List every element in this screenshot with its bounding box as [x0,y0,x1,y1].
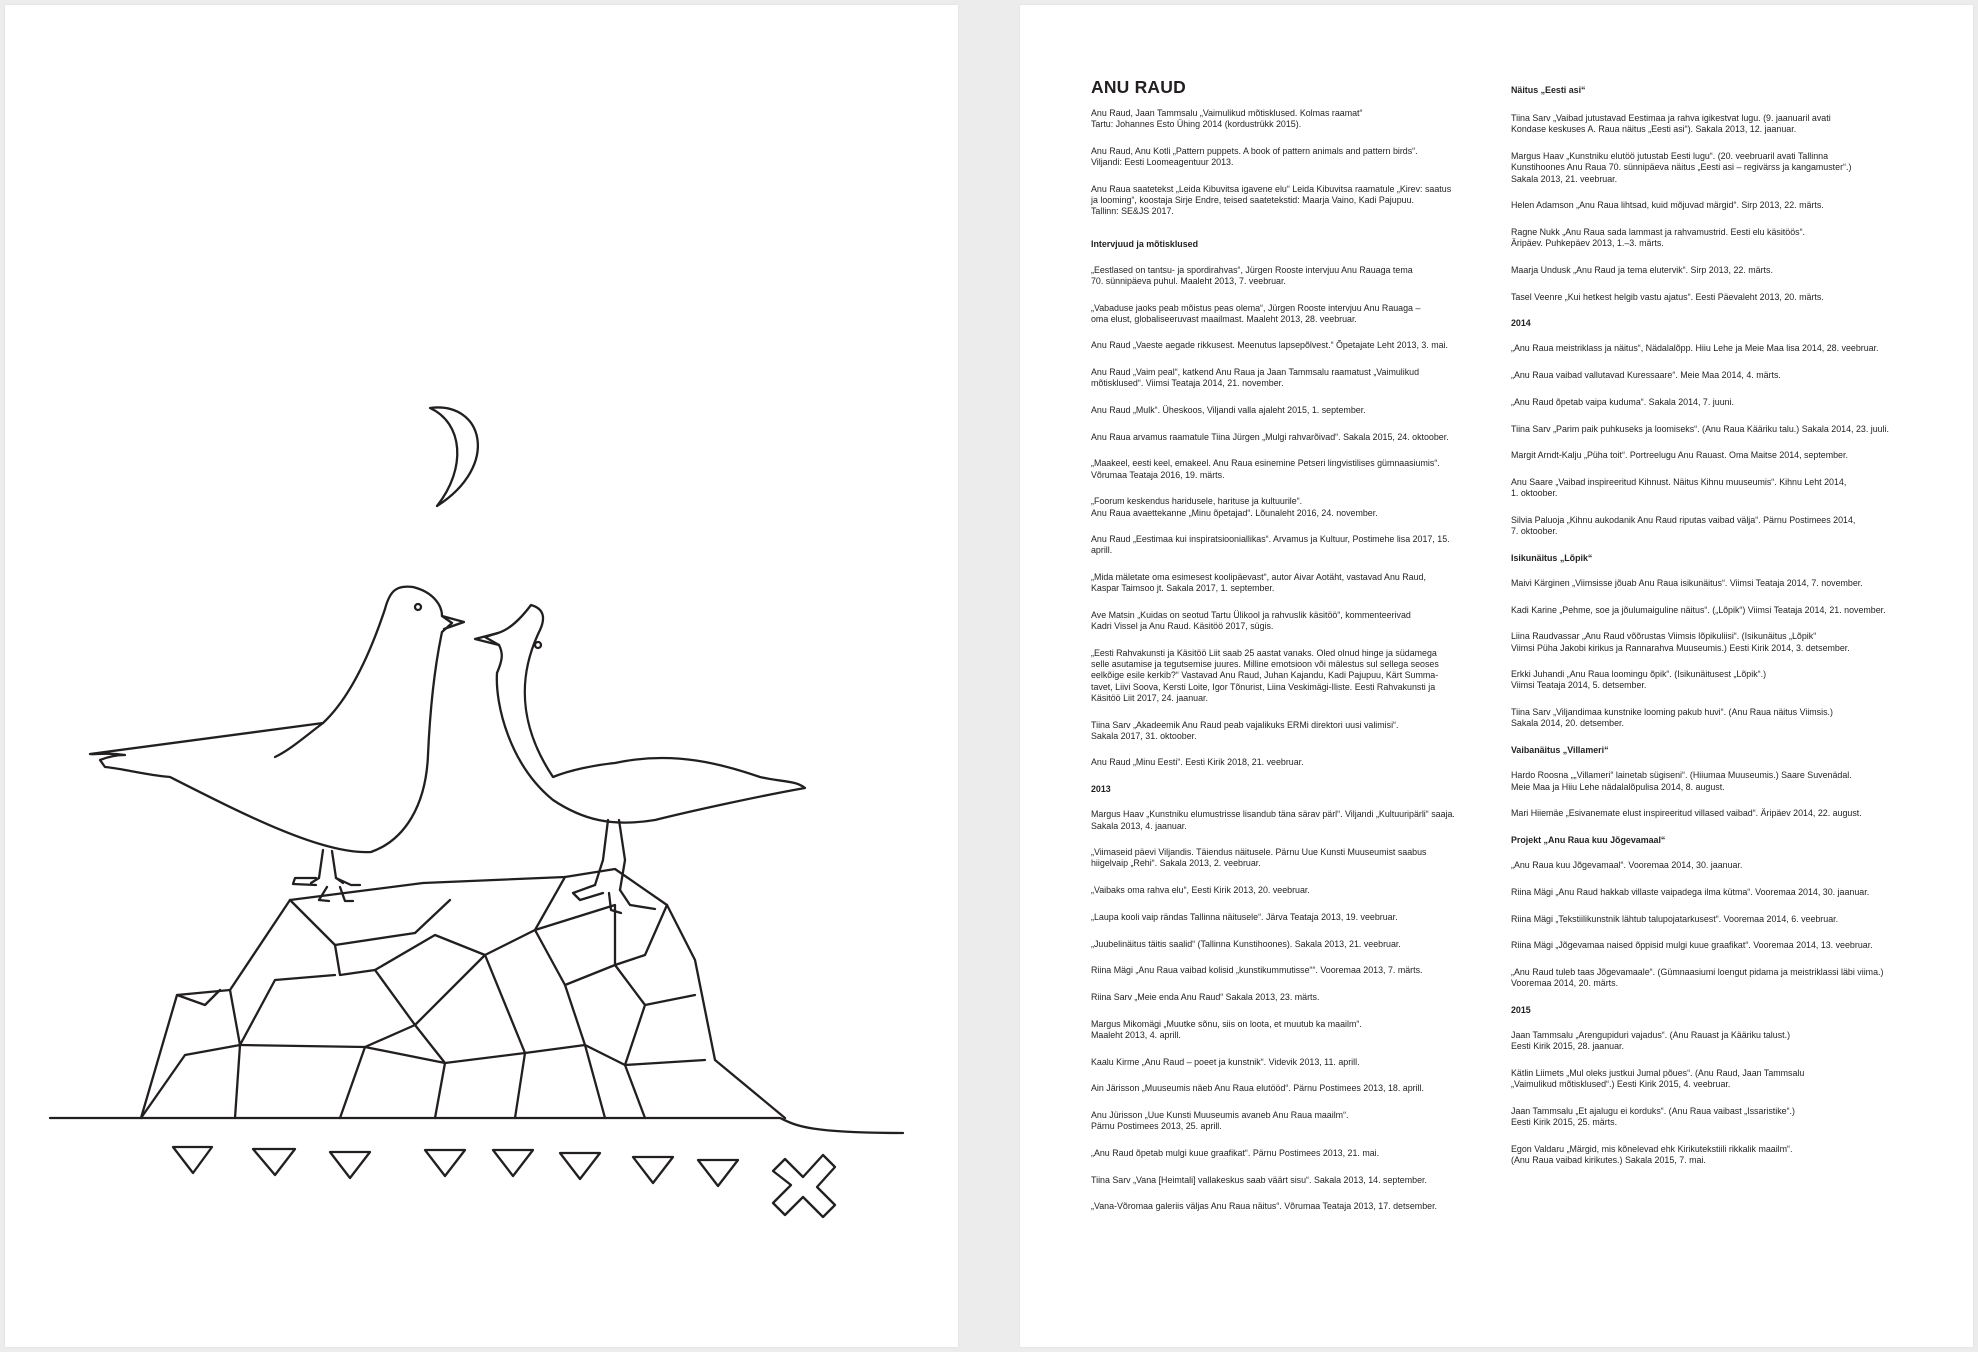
bibliography-entry: Anu Raud, Anu Kotli „Pattern puppets. A book of pattern animals and pattern birds“. Viljandi: Eesti Loomeagentuur 2013. [1091,145,1418,168]
section-heading: Isikunäitus „Lõpik“ [1511,552,1593,563]
bibliography-entry: Riina Mägi „Anu Raud hakkab villaste vaipadega ilma kütma“. Vooremaa 2014, 30. jaanuar. [1511,886,1870,897]
bibliography-entry: „Vana-Võromaa galeriis väljas Anu Raua näitus“. Võrumaa Teataja 2013, 17. detsember. [1091,1201,1437,1212]
bibliography-entry: Tiina Sarv „Vaibad jutustavad Eestimaa ja rahva igikestvat lugu. (9. jaanuaril avati Kondase keskuses A. Raua näitus „Eesti asi“). Sakala 2013, 12. jaanuar. [1511,113,1831,135]
ground-line [50,1118,903,1133]
bibliography-entry: Margit Arndt-Kalju „Püha toit“. Portreelugu Anu Rauast. Oma Maitse 2014, september. [1511,450,1848,461]
bibliography-entry: Erkki Juhandi „Anu Raua loomingu õpik“. (Isikunäitusest „Lõpik“.) Viimsi Teataja 2014, 5. detsember. [1511,669,1767,691]
bibliography-entry: Anu Raud „Vaeste aegade rikkusest. Meenutus lapsepõlvest.“ Õpetajate Leht 2013, 3. mai. [1091,340,1449,351]
column-2-sections [1511,85,1911,1166]
bibliography-entry: Ragne Nukk „Anu Raua sada lammast ja rahvamustrid. Eesti elu käsitöös“. Äripäev. Puhkepäev 2013, 1.–3. märts. [1511,226,1805,249]
bibliography-entry: Anu Jürisson „Uue Kunsti Muuseumis avaneb Anu Raua maailm“. Pärnu Postimees 2013, 25. aprill. [1091,1109,1349,1132]
bibliography-entry: Kätlin Liimets „Mul oleks justkui Jumal põues“. (Anu Raud, Jaan Tammsalu „Vaimulikud mõtisklused“.) Eesti Kirik 2015, 4. veebruar. [1511,1067,1805,1090]
bibliography-entry: Mari Hiiemäe „Esivanemate elust inspireeritud villased vaibad“. Äripäev 2014, 22. august. [1511,808,1862,819]
section-heading: Intervjuud ja mõtisklused [1091,239,1199,250]
bibliography-entry: Tiina Sarv „Viljandimaa kunstnike looming pakub huvi“. (Anu Raua näitus Viimsis.) Sakala 2014, 20. detsember. [1511,707,1833,729]
right-bird [475,605,805,913]
bibliography-section [1511,85,1911,303]
bibliography-entry: Hardo Roosna „„Villameri“ lainetab sügiseni“. (Hiiumaa Muuseumis.) Saare Suvenädal. Meie Maa ja Hiiu Lehe nädalalõpulisa 2014, 8. august. [1511,770,1852,792]
bibliography-entry: Anu Raud „Eestimaa kui inspiratsiooniallikas“. Arvamus ja Kultuur, Postimehe lisa 2017, 15. aprill. [1091,534,1450,556]
bibliography-section [1511,318,1911,537]
cross-symbol [773,1155,835,1217]
bibliography-entry: Riina Sarv „Meie enda Anu Raud“ Sakala 2013, 23. märts. [1091,991,1320,1002]
bibliography-entry: „Laupa kooli vaip rändas Tallinna näitusele“. Järva Teataja 2013, 19. veebruar. [1091,911,1398,922]
bibliography-entry: Tiina Sarv „Parim paik puhkuseks ja loomiseks“. (Anu Raua Kääriku talu.) Sakala 2014, 23. juuli. [1511,423,1890,434]
bibliography-section [1091,239,1471,768]
bibliography-entry: Margus Haav „Kunstniku elutöö jutustab Eesti lugu“. (20. veebruaril avati Tallinna Kunstihoones Anu Raua 70. sünnipäeva näitus „Eesti asi – regivärss ja kangamuster“.) Sakala 2013, 21. veebruar. [1511,151,1852,184]
bibliography-entry: Egon Valdaru „Märgid, mis kõnelevad ehk Kirikutekstiili rikkalik maailm“. (Anu Raua vaibad kirikutes.) Sakala 2015, 7. mai. [1511,1143,1793,1165]
bibliography-entry: Jaan Tammsalu „Arengupiduri vajadus“. (Anu Rauast ja Kääriku talust.) Eesti Kirik 2015, 28. jaanuar. [1511,1030,1791,1052]
bibliography-entry: „Viimaseid päevi Viljandis. Täiendus näitusele. Pärnu Uue Kunsti Muuseumist saabus hiigelvaip „Rehi“. Sakala 2013, 2. veebruar. [1091,847,1427,869]
bibliography-entry: Riina Mägi „Anu Raua vaibad kolisid „kunstikummutisse““. Vooremaa 2013, 7. märts. [1091,965,1423,976]
bibliography-entry: Tiina Sarv „Akadeemik Anu Raud peab vajalikuks ERMi direktori uusi valimisi“. Sakala 2017, 31. oktoober. [1091,719,1399,741]
crescent-moon [430,407,478,506]
section-heading: 2013 [1091,784,1111,795]
bibliography-entry: Anu Raua saatetekst „Leida Kibuvitsa igavene elu“ Leida Kibuvitsa raamatule „Kirev: saatus ja looming“, koostaja Sirje Endre, teised saatetekstid: Maarja Vaino, Kadi Pajupuu. Tallinn: SE&JS 2017. [1091,183,1452,217]
bibliography-entry: Kaalu Kirme „Anu Raud – poeet ja kunstnik“. Videvik 2013, 11. aprill. [1091,1056,1360,1067]
bibliography-entry: „Anu Raua vaibad vallutavad Kuressaare“. Meie Maa 2014, 4. märts. [1511,370,1781,381]
column-1-sections [1091,239,1471,1212]
bibliography-entry: Anu Saare „Vaibad inspireeritud Kihnust. Näitus Kihnu muuseumis“. Kihnu Leht 2014, 1. oktoober. [1511,476,1847,499]
left-page [5,5,958,1347]
bibliography-entry: Riina Mägi „Tekstiilikunstnik lähtub talupojatarkusest“. Vooremaa 2014, 6. veebruar. [1511,913,1839,924]
bibliography-entry: Anu Raud „Vaim peal“, katkend Anu Raua ja Jaan Tammsalu raamatust „Vaimulikud mõtisklused“. Viimsi Teataja 2014, 21. november. [1091,367,1420,389]
bibliography-entry: „Anu Raud tuleb taas Jõgevamaale“. (Gümnaasiumi loengut pidama ja meistriklassi läbi viima.) Vooremaa 2014, 20. märts. [1511,966,1884,989]
bibliography-entry: „Anu Raud õpetab mulgi kuue graafikat“. Pärnu Postimees 2013, 21. mai. [1091,1147,1380,1158]
section-heading: Projekt „Anu Raua kuu Jõgevamaal“ [1511,834,1666,845]
section-heading: 2015 [1511,1004,1531,1015]
bibliography-entry: Anu Raud, Jaan Tammsalu „Vaimulikud mõtisklused. Kolmas raamat“ Tartu: Johannes Esto Ühing 2014 (kordustrükk 2015). [1091,108,1363,130]
page-title: ANU RAUD [1091,77,1186,97]
bibliography-entry: „Anu Raua kuu Jõgevamaal“. Vooremaa 2014, 30. jaanuar. [1511,860,1743,871]
bibliography-entry: Riina Mägi „Jõgevamaa naised õppisid mulgi kuue graafikat“. Vooremaa 2014, 13. veebruar. [1511,940,1873,951]
bibliography-entry: Maivi Kärginen „Viimsisse jõuab Anu Raua isikunäitus“. Viimsi Teataja 2014, 7. november. [1511,577,1863,588]
bibliography-entry: Liina Raudvassar „Anu Raud võõrustas Viimsis lõpikuliisi“. (Isikunäitus „Lõpik“ Viimsi Püha Jakobi kirikus ja Rannarahva Muuseumis.) Eesti Kirik 2014, 3. detsember. [1511,631,1850,653]
bibliography-entry: Maarja Undusk „Anu Raud ja tema elutervik“. Sirp 2013, 22. märts. [1511,264,1773,275]
bibliography-entry: „Anu Raud õpetab vaipa kuduma“. Sakala 2014, 7. juuni. [1511,396,1735,407]
intro-entries [1091,108,1471,217]
bibliography-entry: „Anu Raua meistriklass ja näitus“, Nädalalõpp. Hiiu Lehe ja Meie Maa lisa 2014, 28. veebruar. [1511,343,1879,354]
bibliography-entry: Margus Haav „Kunstniku elumustrisse lisandub täna särav pärl“. Viljandi „Kultuuripärli“ saaja. Sakala 2013, 4. jaanuar. [1091,809,1455,831]
bibliography-entry: „Foorum keskendus haridusele, harituse ja kultuurile“. Anu Raua avaettekanne „Minu õpetajad“. Lõunaleht 2016, 24. november. [1091,496,1378,518]
patterned-rock [141,869,785,1118]
bibliography-entry: „Vaibaks oma rahva elu“, Eesti Kirik 2013, 20. veebruar. [1091,885,1310,896]
bibliography-entry: Ain Järisson „Muuseumis näeb Anu Raua elutööd“. Pärnu Postimees 2013, 18. aprill. [1091,1083,1424,1094]
bibliography-section [1511,1005,1911,1166]
bibliography-entry: „Eesti Rahvakunsti ja Käsitöö Liit saab 25 aastat vanaks. Oled olnud hinge ja südamega selle asutamise ja tegutsemise juures. Milline emotsioon või mälestus sul sellega seoses eelkõige esile kerkib?“ Vastavad Anu Raud, Juhan Kajandu, Kadi Pajupuu, Kärt Summa- tavet, Liivi Soova, Kersti Loite, Igor Tõnurist, Liina Veskimägi-Iliste. Eesti Rahvakunsti ja Käsitöö Liit 2017, 24. jaanuar. [1091,647,1439,703]
bibliography-entry: Silvia Paluoja „Kihnu aukodanik Anu Raud riputas vaibad välja“. Pärnu Postimees 2014, 7. oktoober. [1511,514,1856,537]
right-page [1020,5,1973,1347]
bibliography-entry: „Juubelinäitus täitis saalid“ (Tallinna Kunstihoones). Sakala 2013, 21. veebruar. [1091,938,1401,949]
left-bird [90,587,464,901]
bird-illustration [5,5,958,1347]
bibliography-entry: Anu Raua arvamus raamatule Tiina Jürgen „Mulgi rahvarõivad“. Sakala 2015, 24. oktoober. [1091,431,1449,442]
bibliography-section [1511,745,1911,819]
bibliography-entry: Margus Mikomägi „Muutke sõnu, siis on loota, et muutub ka maailm“. Maaleht 2013, 4. aprill. [1091,1018,1362,1040]
bibliography-section [1511,553,1911,730]
bibliography-entry: „Maakeel, eesti keel, emakeel. Anu Raua esinemine Petseri lingvistilises gümnaasiumis“. Võrumaa Teataja 2016, 19. märts. [1091,458,1440,480]
section-heading: Näitus „Eesti asi“ [1511,85,1586,95]
bibliography-section [1091,784,1471,1212]
bibliography-entry: Anu Raud „Mulk“. Üheskoos, Viljandi valla ajaleht 2015, 1. september. [1091,405,1366,416]
bibliography-entry: Anu Raud „Minu Eesti“. Eesti Kirik 2018, 21. veebruar. [1091,757,1304,768]
bibliography-entry: „Eestlased on tantsu- ja spordirahvas“, Jürgen Rooste intervjuu Anu Rauaga tema 70. sünnipäeva puhul. Maaleht 2013, 7. veebruar. [1091,264,1413,286]
bibliography-entry: Ave Matsin „Kuidas on seotud Tartu Ülikool ja rahvuslik käsitöö“, kommenteerivad Kadri Vissel ja Anu Raud. Käsitöö 2017, sügis. [1091,610,1411,632]
bibliography-entry: „Vabaduse jaoks peab mõistus peas olema“, Jürgen Rooste intervjuu Anu Rauaga – oma elust, globaliseeruvast maailmast. Maaleht 2013, 28. veebruar. [1091,302,1421,324]
bibliography-entry: Tasel Veenre „Kui hetkest helgib vastu ajatus“. Eesti Päevaleht 2013, 20. märts. [1511,291,1824,302]
bibliography-entry: Tiina Sarv „Vana [Heimtali] vallakeskus saab väärt sisu“. Sakala 2013, 14. september. [1091,1174,1427,1185]
section-heading: Vaibanäitus „Villameri“ [1511,745,1609,756]
bibliography-section [1511,835,1911,989]
bibliography-entry: Kadi Karine „Pehme, soe ja jõulumaiguline näitus“. („Lõpik“) Viimsi Teataja 2014, 21. november. [1511,604,1886,615]
text-column-1 [1091,77,1471,1228]
section-heading: 2014 [1511,318,1531,329]
bibliography-entry: Helen Adamson „Anu Raua lihtsad, kuid mõjuvad märgid“. Sirp 2013, 22. märts. [1511,200,1824,211]
bibliography-entry: Jaan Tammsalu „Et ajalugu ei korduks“. (Anu Raua vaibast „Issaristike“.) Eesti Kirik 2015, 25. märts. [1511,1105,1795,1128]
triangle-row [173,1147,738,1186]
text-column-2 [1511,77,1911,1182]
bibliography-entry: „Mida mäletate oma esimesest koolipäevast“, autor Aivar Aotäht, vastavad Anu Raud, Kaspar Taimsoo jt. Sakala 2017, 1. september. [1091,572,1426,594]
